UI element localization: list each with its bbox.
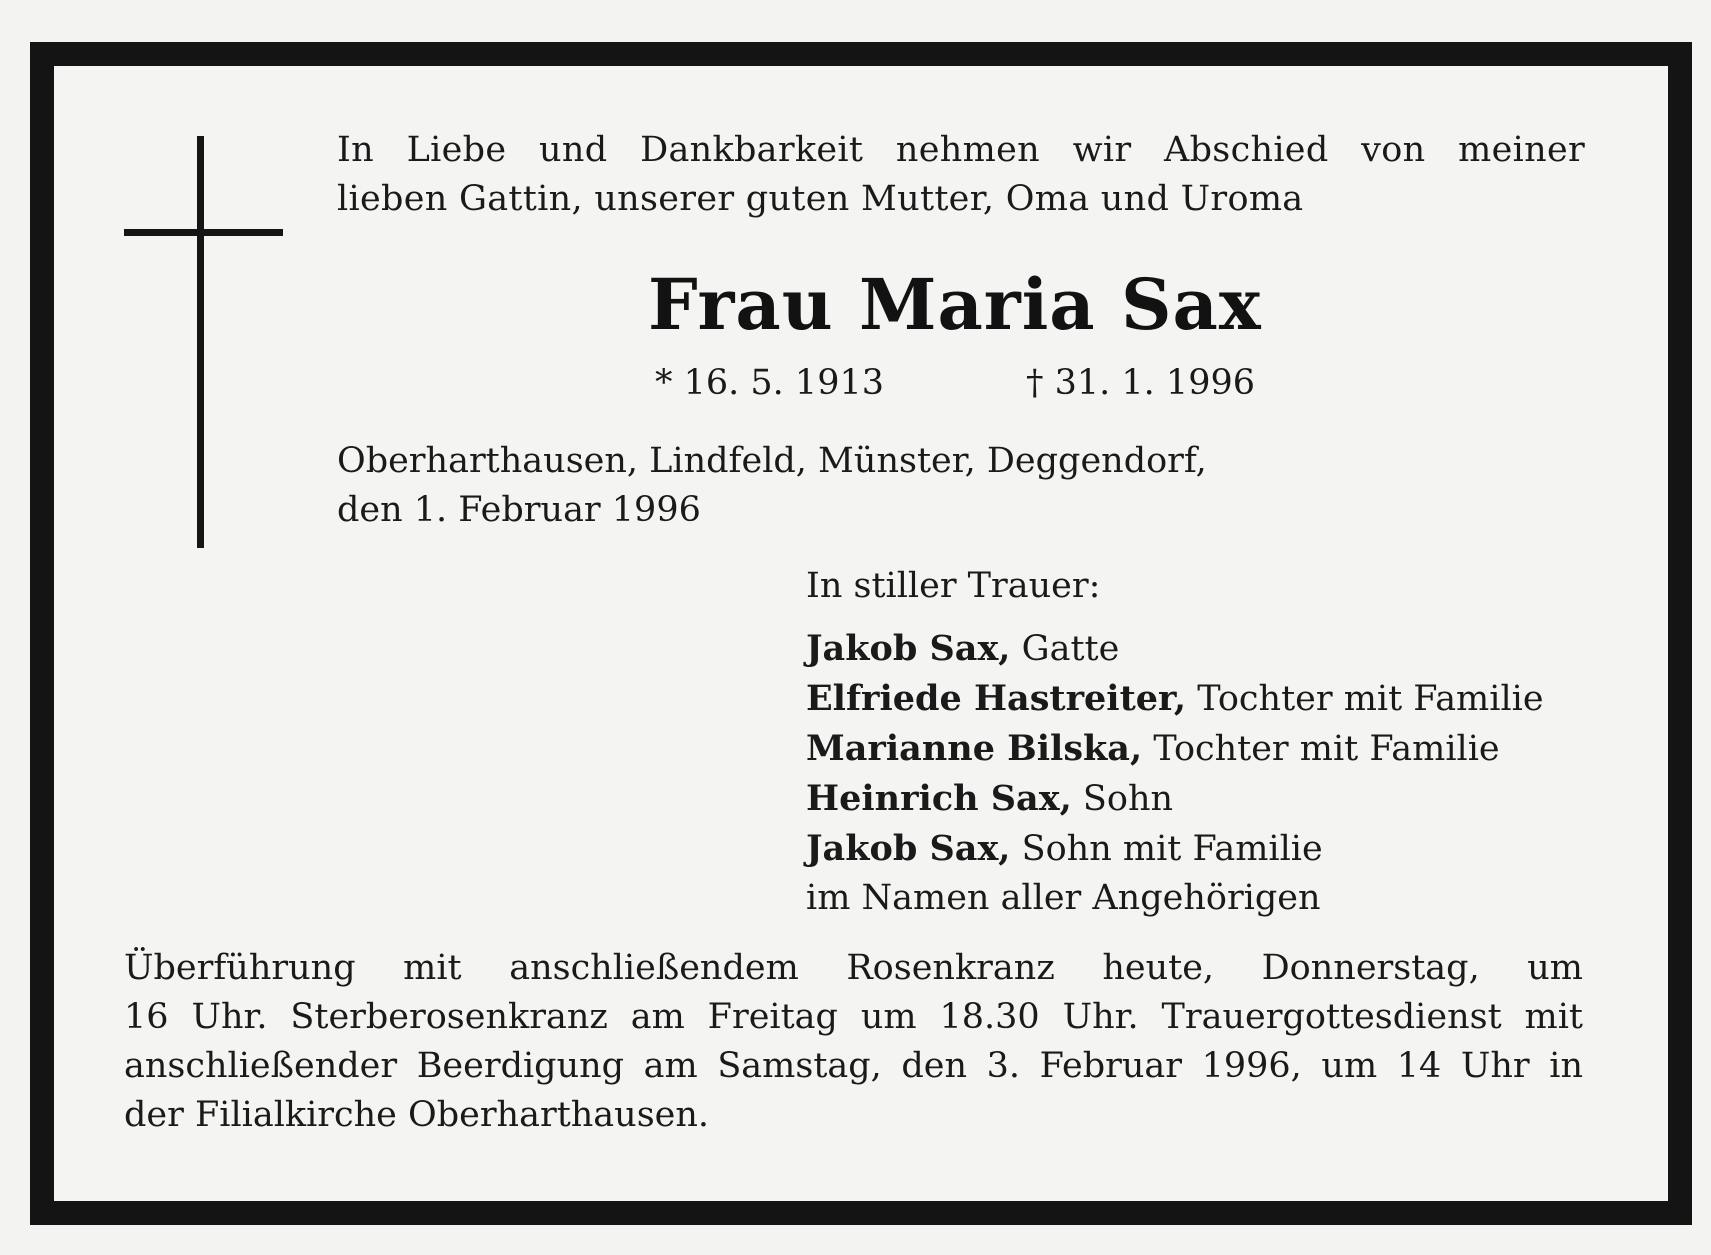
deceased-name: Frau Maria Sax <box>648 263 1262 346</box>
mourner-name: Marianne Bilska, <box>806 728 1143 769</box>
mourner-entry <box>806 824 1544 874</box>
death-date: † 31. 1. 1996 <box>1026 363 1256 403</box>
mourner-relation: Tochter mit Familie <box>1186 679 1544 719</box>
place-line: Oberharthausen, Lindfeld, Münster, Deggendorf, <box>337 441 1207 481</box>
service-line: anschließender Beerdigung am Samstag, den 3. Februar 1996, um 14 Uhr in <box>124 1046 1583 1086</box>
mourner-entry <box>806 674 1544 724</box>
service-line: 16 Uhr. Sterberosenkranz am Freitag um 18.30 Uhr. Trauergottesdienst mit <box>124 997 1583 1037</box>
mourner-entry <box>806 774 1544 824</box>
closing-line: im Namen aller Angehörigen <box>806 878 1321 918</box>
service-line: der Filialkirche Oberharthausen. <box>124 1095 710 1135</box>
mourner-relation: Sohn <box>1071 779 1174 819</box>
intro-text <box>337 126 1585 224</box>
mourner-entry <box>806 624 1544 674</box>
mourner-name: Jakob Sax, <box>806 628 1011 669</box>
mourning-heading: In stiller Trauer: <box>806 566 1101 606</box>
mourner-entry <box>806 724 1544 774</box>
mourner-name: Heinrich Sax, <box>806 778 1072 819</box>
date-line: den 1. Februar 1996 <box>337 490 701 530</box>
cross-icon-bar <box>124 229 283 236</box>
mourner-name: Jakob Sax, <box>806 828 1011 869</box>
service-line: Überführung mit anschließendem Rosenkranz heute, Donnerstag, um <box>124 948 1583 988</box>
intro-line: In Liebe und Dankbarkeit nehmen wir Abschied von meiner <box>337 130 1585 170</box>
intro-line: lieben Gattin, unserer guten Mutter, Oma und Uroma <box>337 179 1304 219</box>
place-and-date <box>337 437 1207 535</box>
mourner-relation: Sohn mit Familie <box>1010 829 1323 869</box>
birth-date: * 16. 5. 1913 <box>655 363 885 403</box>
mourners-block <box>806 562 1544 923</box>
mourner-name: Elfriede Hastreiter, <box>806 678 1187 719</box>
service-details <box>124 944 1583 1140</box>
cross-icon <box>197 136 204 548</box>
mourner-relation: Tochter mit Familie <box>1142 729 1500 769</box>
mourner-relation: Gatte <box>1010 629 1120 669</box>
